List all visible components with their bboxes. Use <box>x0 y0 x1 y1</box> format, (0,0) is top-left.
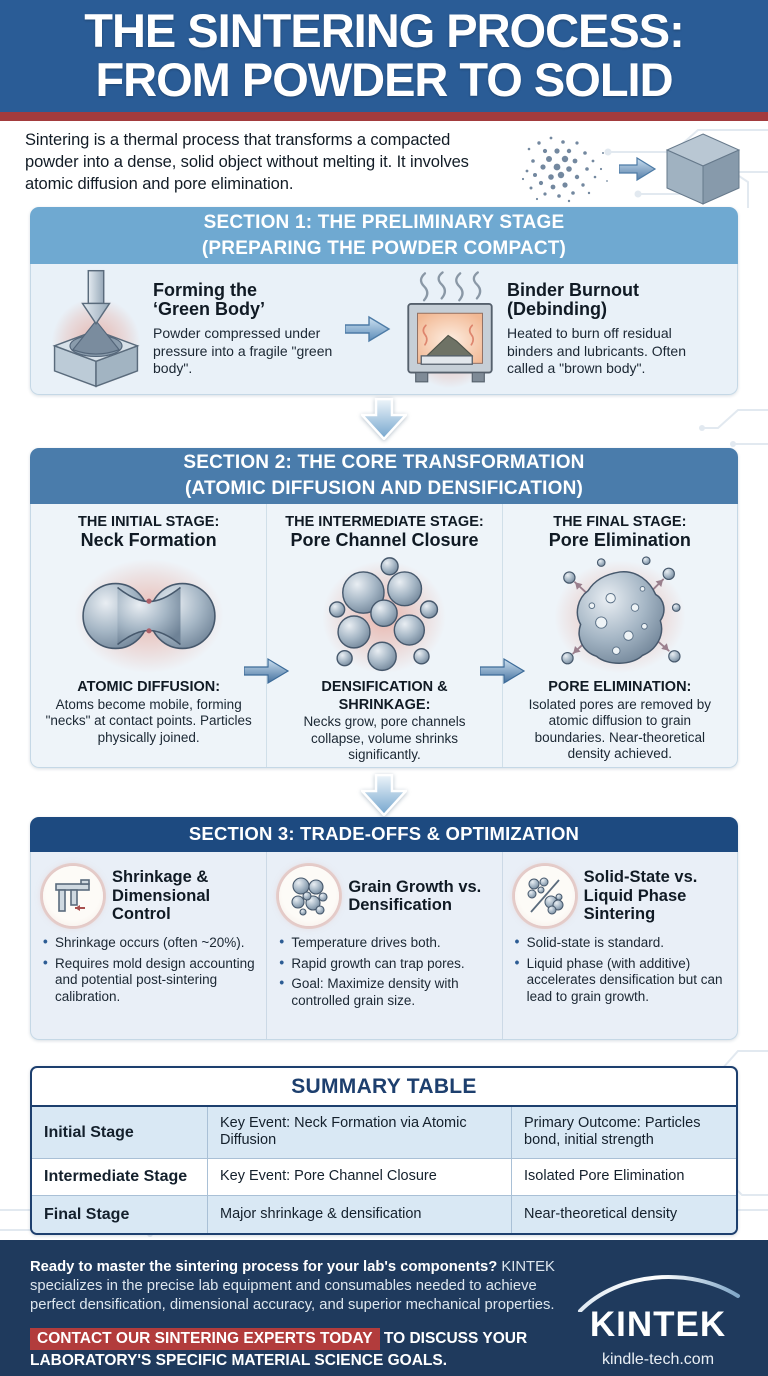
summary-table <box>30 1066 738 1235</box>
final-stage-description: Isolated pores are removed by atomic diffusion to grain boundaries. Near-theoretical density achieved. <box>528 696 711 762</box>
footer-pitch-bold: Ready to master the sintering process for your lab's components? <box>30 1259 498 1275</box>
right-arrow-icon <box>480 656 526 686</box>
binder-burnout-description: Heated to burn off residual binders and lubricants. Often called a "brown body". <box>507 325 686 376</box>
green-body-title: Forming the ‘Green Body’ <box>153 279 266 320</box>
table-cell-key-event: Major shrinkage & densification <box>208 1196 512 1233</box>
pore-elimination-icon <box>545 553 695 679</box>
table-cell-outcome: Isolated Pore Elimination <box>524 1168 685 1185</box>
table-cell-stage: Final Stage <box>32 1196 208 1233</box>
table-cell-stage: Intermediate Stage <box>32 1159 208 1195</box>
grain-growth-card <box>266 852 501 1039</box>
bullet: • Liquid phase (with additive) accelerates densification but can lead to grain growth. <box>515 956 727 1006</box>
right-arrow-icon <box>619 156 657 182</box>
caliper-icon-circle <box>43 866 103 926</box>
intermediate-stage-label: THE INTERMEDIATE STAGE: <box>285 514 484 530</box>
grain-cluster-icon-circle <box>279 866 339 926</box>
initial-stage-title: Neck Formation <box>80 530 217 551</box>
brand-name: KINTEK <box>589 1305 727 1344</box>
shrinkage-bullet-list <box>43 935 256 1006</box>
final-stage-subheading: PORE ELIMINATION: <box>548 679 692 696</box>
section3-panel <box>30 817 738 1040</box>
section1-header-line2: (PREPARING THE POWDER COMPACT) <box>201 237 567 259</box>
shrinkage-card-title: Shrinkage & Dimensional Control <box>112 868 211 924</box>
section1-panel <box>30 207 738 395</box>
powder-to-solid-illustration <box>517 132 743 206</box>
section2-header-line2: (ATOMIC DIFFUSION AND DENSIFICATION) <box>184 478 584 499</box>
table-cell-outcome: Near-theoretical density <box>524 1205 678 1222</box>
section1-header-line1: SECTION 1: THE PRELIMINARY STAGE <box>203 211 565 233</box>
red-accent-bar <box>0 112 768 121</box>
footer <box>0 1240 768 1376</box>
initial-stage-description: Atoms become mobile, forming "necks" at contact points. Particles physically joined. <box>45 696 252 745</box>
caliper-icon <box>52 875 94 917</box>
table-cell-outcome: Primary Outcome: Particles bond, initial strength <box>524 1115 701 1149</box>
footer-cta <box>30 1328 574 1373</box>
grain-growth-card-title: Grain Growth vs. Densification <box>348 877 482 914</box>
intermediate-stage-column <box>266 504 501 767</box>
section2-panel <box>30 448 738 768</box>
grain-growth-bullet-list <box>279 935 491 1010</box>
summary-table-title: SUMMARY TABLE <box>32 1068 736 1107</box>
table-cell-key-event: Key Event: Pore Channel Closure <box>208 1159 512 1195</box>
section3-header-text: SECTION 3: TRADE-OFFS & OPTIMIZATION <box>188 823 580 845</box>
neck-formation-icon <box>70 555 228 677</box>
final-stage-title: Pore Elimination <box>548 530 691 551</box>
phase-sintering-bullet-list <box>515 935 727 1006</box>
down-arrow-icon <box>361 774 407 816</box>
section2-header-line1: SECTION 2: THE CORE TRANSFORMATION <box>183 452 585 474</box>
green-body-description: Powder compressed under pressure into a fragile "green body". <box>153 325 333 376</box>
binder-burnout-title: Binder Burnout (Debinding) <box>507 279 639 320</box>
binder-burnout-step <box>507 281 705 378</box>
phase-comparison-icon-circle <box>515 866 575 926</box>
final-stage-label: THE FINAL STAGE: <box>553 514 687 530</box>
green-body-step <box>153 281 337 378</box>
cta-rest: TO DISCUSS YOUR LABORATORY'S SPECIFIC MATERIAL SCIENCE GOALS. <box>30 1329 528 1370</box>
table-row <box>32 1107 736 1159</box>
grain-cluster-icon <box>288 875 330 917</box>
footer-pitch-rest: KINTEK specializes in the precise lab equipment and consumables needed to achieve perfect densification, dimensional accuracy, and superior mechanical properties. <box>30 1259 555 1314</box>
cta-highlight-button[interactable]: CONTACT OUR SINTERING EXPERTS TODAY <box>30 1328 380 1350</box>
pore-closure-icon <box>309 553 459 679</box>
bullet: • Solid-state is standard. <box>515 935 727 952</box>
furnace-icon <box>399 267 501 391</box>
section1-header <box>30 207 738 264</box>
final-stage-column <box>502 504 737 767</box>
bullet: • Rapid growth can trap pores. <box>279 956 491 973</box>
intermediate-stage-subheading: DENSIFICATION & SHRINKAGE: <box>321 679 448 713</box>
section2-header <box>30 448 738 504</box>
phase-sintering-card-title: Solid-State vs. Liquid Phase Sintering <box>583 868 698 924</box>
initial-stage-column <box>31 504 266 767</box>
section3-header <box>30 817 738 852</box>
shrinkage-card <box>31 852 266 1039</box>
down-arrow-icon <box>361 398 407 440</box>
bullet: • Temperature drives both. <box>279 935 491 952</box>
cube-icon <box>663 132 743 206</box>
section2-body <box>30 504 738 768</box>
table-row <box>32 1196 736 1233</box>
page-title-line2: FROM POWDER TO SOLID <box>95 53 673 106</box>
intro-section <box>25 130 743 206</box>
intro-paragraph: Sintering is a thermal process that transforms a compacted powder into a dense, solid object without melting it. It involves atomic diffusion and pore elimination. <box>25 131 469 193</box>
intermediate-stage-title: Pore Channel Closure <box>290 530 479 551</box>
phase-comparison-icon <box>524 875 566 917</box>
bullet: • Goal: Maximize density with controlled grain size. <box>279 976 491 1009</box>
section1-body <box>30 264 738 395</box>
kintek-logo <box>574 1258 742 1368</box>
table-row <box>32 1159 736 1196</box>
table-cell-key-event: Key Event: Neck Formation via Atomic Diffusion <box>208 1107 512 1158</box>
press-die-icon <box>43 268 149 390</box>
section3-body <box>30 852 738 1040</box>
intermediate-stage-description: Necks grow, pore channels collapse, volume shrinks significantly. <box>303 713 466 763</box>
phase-sintering-card <box>502 852 737 1039</box>
initial-stage-subheading: ATOMIC DIFFUSION: <box>77 679 221 696</box>
footer-website[interactable]: kindle-tech.com <box>601 1351 715 1368</box>
bullet: • Shrinkage occurs (often ~20%). <box>43 935 256 952</box>
table-cell-stage: Initial Stage <box>32 1107 208 1158</box>
initial-stage-label: THE INITIAL STAGE: <box>78 514 220 530</box>
right-arrow-icon <box>345 314 391 344</box>
right-arrow-icon <box>244 656 290 686</box>
page-title-line1: THE SINTERING PROCESS: <box>84 4 684 58</box>
powder-dots-icon <box>517 133 613 205</box>
bullet: • Requires mold design accounting and potential post-sintering calibration. <box>43 956 256 1006</box>
header-banner <box>0 0 768 112</box>
footer-pitch <box>30 1258 574 1316</box>
